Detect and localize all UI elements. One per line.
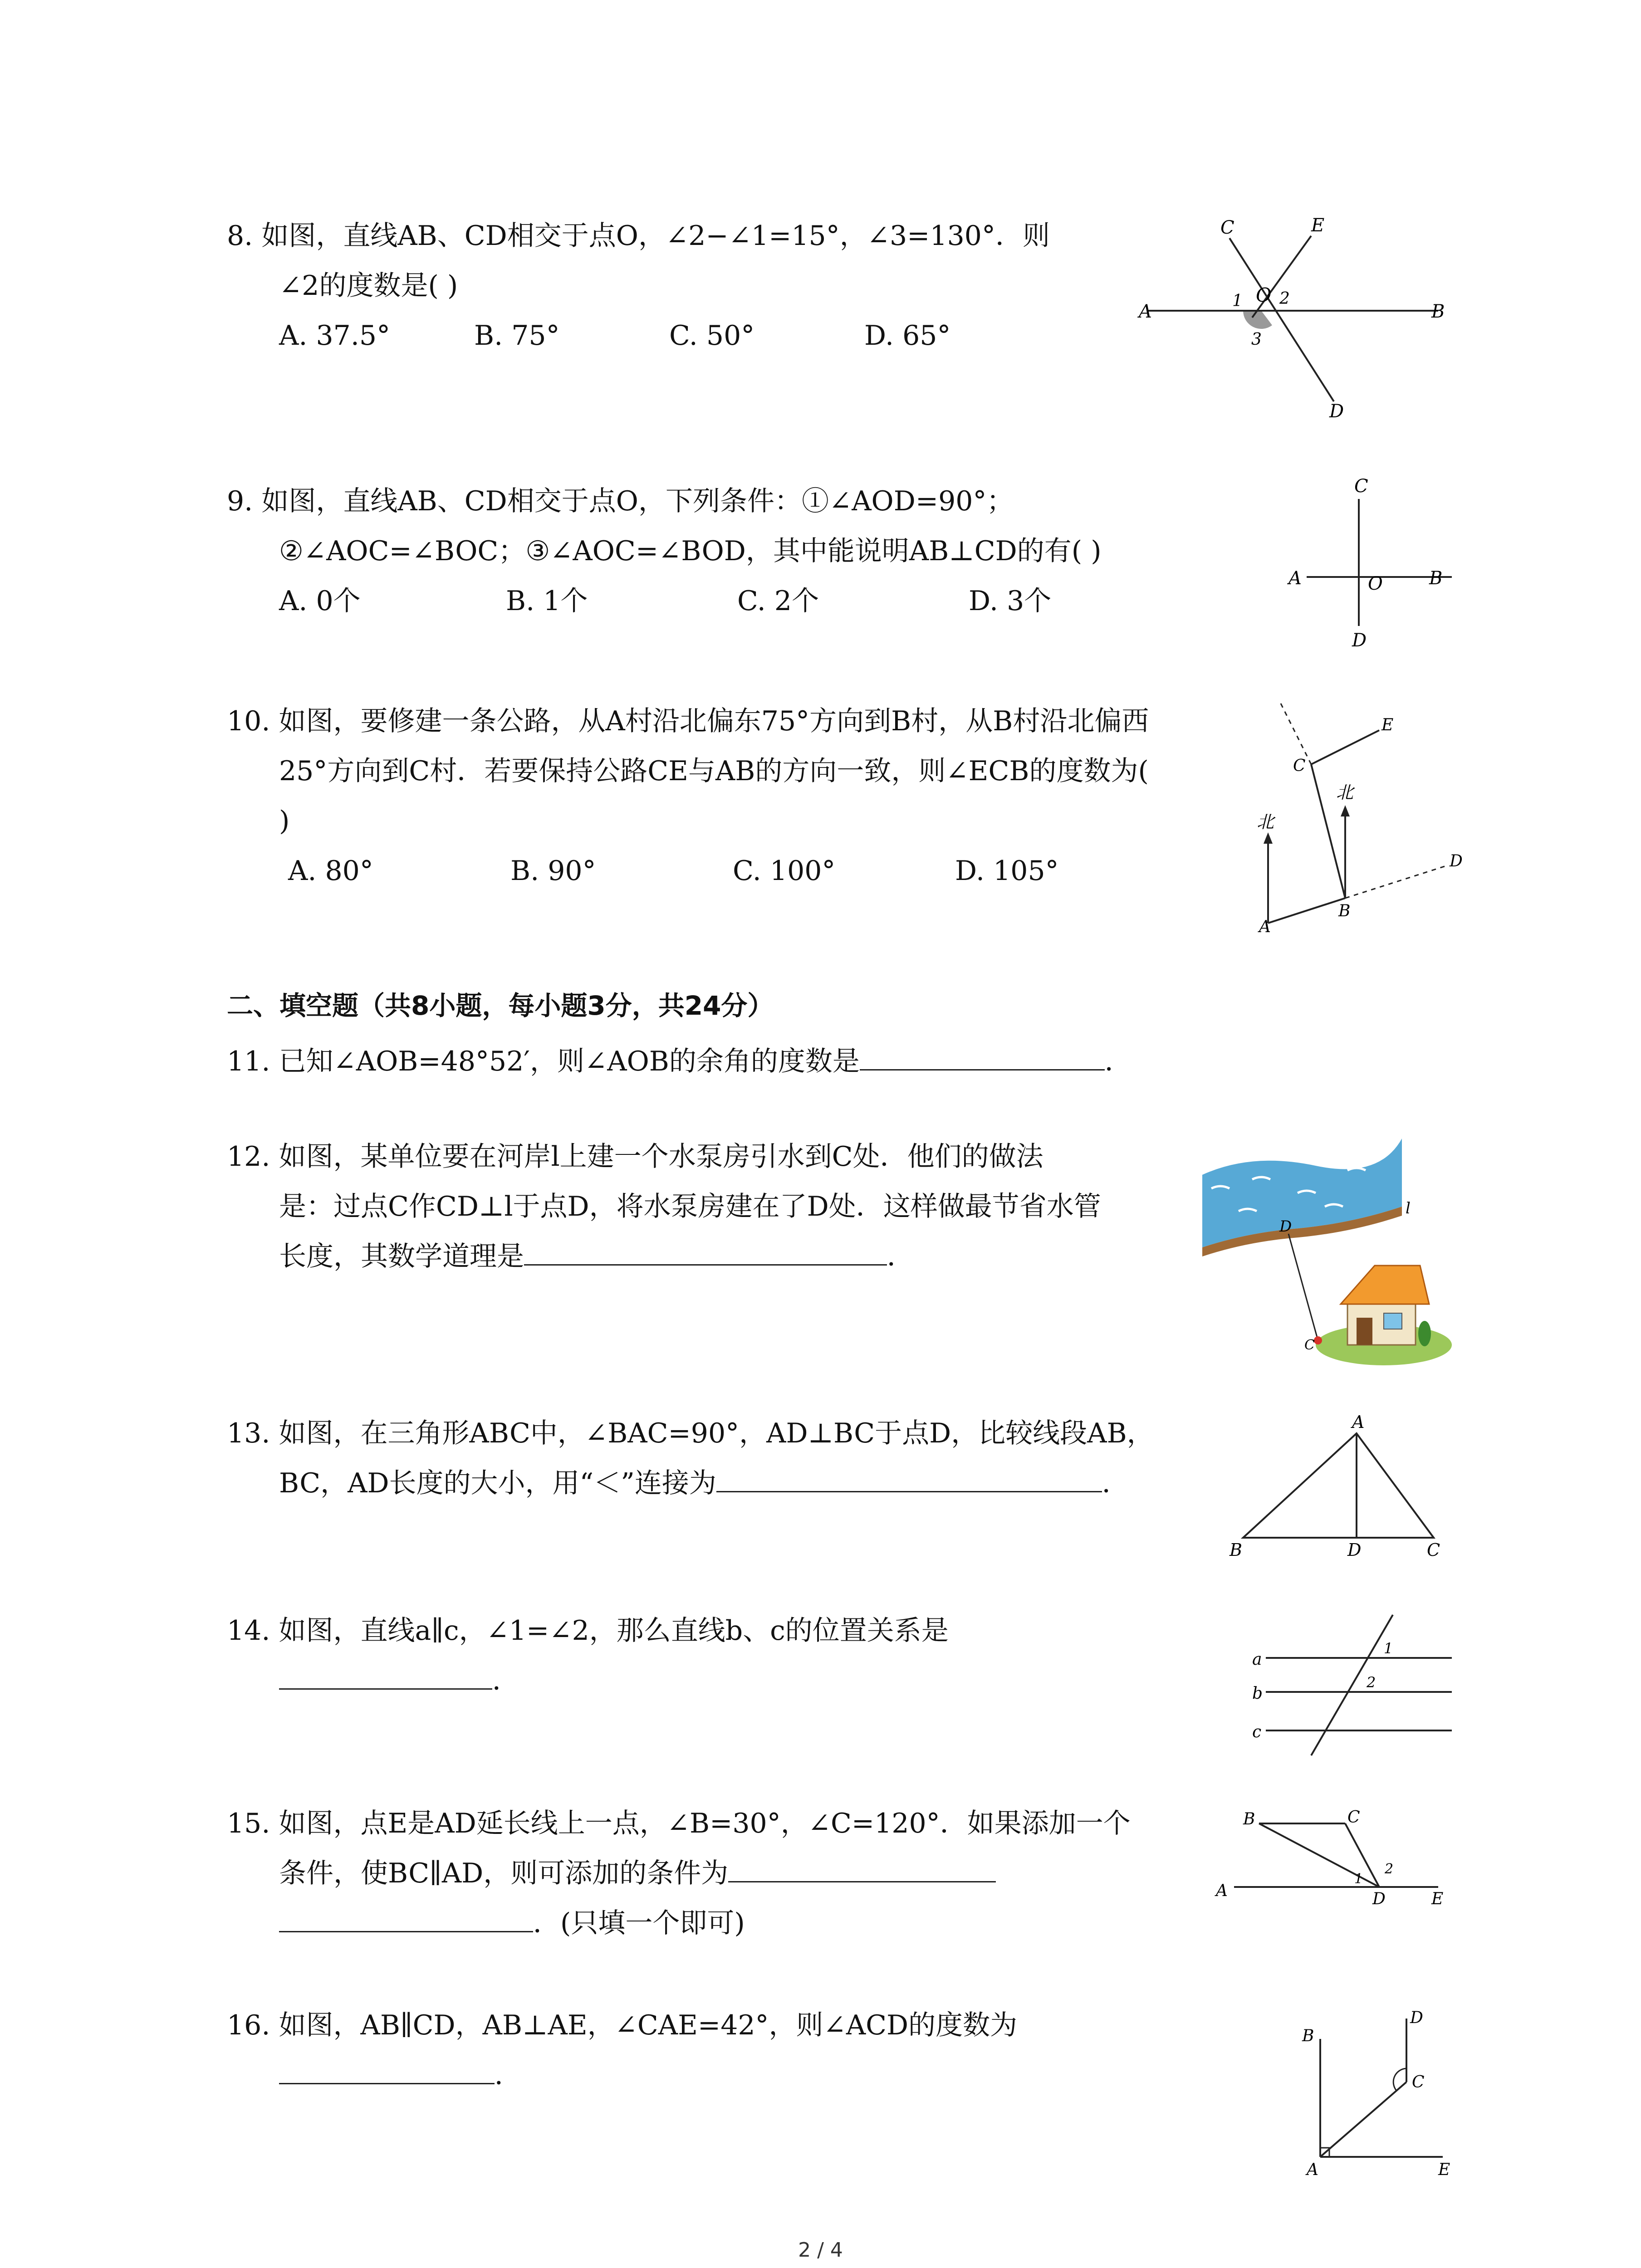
q12-segment-cd xyxy=(1288,1234,1318,1340)
q15-label-e: E xyxy=(1431,1890,1444,1908)
q9-label-c: C xyxy=(1354,476,1368,497)
q16-line2 xyxy=(227,2050,1017,2100)
q16-label-d: D xyxy=(1410,2009,1423,2027)
q12-line1: 12. 如图，某单位要在河岸l上建一个水泵房引水到C处．他们的做法 xyxy=(227,1141,1043,1173)
page-number: 2 / 4 xyxy=(798,2239,843,2262)
q15-line2 xyxy=(227,1848,1131,1898)
q9-option-c: C. 2个 xyxy=(737,585,819,617)
q8-options xyxy=(227,311,1050,361)
q10-options xyxy=(227,846,1149,896)
q10-option-b: B. 90° xyxy=(510,855,596,887)
question-8 xyxy=(227,211,1050,361)
q8-option-c: C. 50° xyxy=(669,320,755,352)
q13-answer-blank[interactable] xyxy=(716,1459,1102,1492)
q8-label-1: 1 xyxy=(1232,292,1243,310)
q10-label-north-b: 北 xyxy=(1336,782,1354,802)
q15-label-a: A xyxy=(1216,1882,1228,1900)
q8-line1: 8. 如图，直线AB、CD相交于点O，∠2−∠1=15°，∠3=130°．则 xyxy=(227,220,1050,252)
q15-line2-text: 条件，使BC∥AD，则可添加的条件为 xyxy=(279,1857,729,1889)
q13-label-a: A xyxy=(1352,1412,1365,1432)
q14-line2 xyxy=(227,1656,949,1706)
q15-label-b: B xyxy=(1243,1810,1255,1828)
q13-label-d: D xyxy=(1347,1540,1362,1560)
q12-house-roof xyxy=(1341,1266,1429,1304)
q8-line-cd xyxy=(1230,238,1334,401)
q8-label-a: A xyxy=(1139,301,1152,322)
q10-extension-bd xyxy=(1345,865,1447,898)
q9-figure xyxy=(1279,472,1470,653)
q16-answer-blank[interactable] xyxy=(279,2051,495,2084)
question-13 xyxy=(227,1408,1154,1508)
question-11 xyxy=(227,1036,1132,1086)
q9-line1: 9. 如图，直线AB、CD相交于点O，下列条件：①∠AOD=90°； xyxy=(227,485,1014,517)
q10-line2: 25°方向到C村．若要保持公路CE与AB的方向一致，则∠ECB的度数为( xyxy=(279,755,1149,787)
q12-label-c: C xyxy=(1304,1337,1315,1353)
q8-label-o: O xyxy=(1256,284,1272,306)
q12-line3-text: 长度，其数学道理是 xyxy=(279,1241,524,1272)
question-9 xyxy=(227,476,1102,626)
question-16 xyxy=(227,2000,1017,2100)
q16-label-e: E xyxy=(1438,2160,1450,2179)
q12-end: ． xyxy=(887,1241,914,1272)
q13-line1: 13. 如图，在三角形ABC中，∠BAC=90°，AD⊥BC于点D，比较线段AB， xyxy=(227,1418,1154,1449)
q10-label-d: D xyxy=(1450,852,1463,870)
q14-line1: 14. 如图，直线a∥c，∠1=∠2，那么直线b、c的位置关系是 xyxy=(227,1615,949,1647)
q8-option-d: D. 65° xyxy=(864,320,951,352)
q8-angle-shade xyxy=(1243,311,1272,329)
q13-label-c: C xyxy=(1427,1540,1440,1560)
q10-line3: ) xyxy=(279,805,290,837)
q14-figure xyxy=(1239,1606,1456,1769)
q9-options xyxy=(227,576,1102,626)
q14-label-a: a xyxy=(1252,1650,1262,1669)
q9-label-d: D xyxy=(1352,630,1367,651)
q16-label-a: A xyxy=(1307,2160,1318,2179)
q16-label-b: B xyxy=(1302,2027,1314,2045)
q16-label-c: C xyxy=(1412,2073,1425,2092)
q14-label-c: c xyxy=(1252,1723,1262,1741)
q12-label-d: D xyxy=(1279,1217,1292,1236)
q8-label-d: D xyxy=(1329,401,1344,422)
question-10 xyxy=(227,696,1149,896)
q10-north-arrowhead-b xyxy=(1341,805,1350,816)
q10-label-north-a: 北 xyxy=(1257,812,1274,832)
q10-label-e: E xyxy=(1381,716,1394,734)
q14-label-2: 2 xyxy=(1367,1674,1376,1691)
q16-line1: 16. 如图，AB∥CD，AB⊥AE，∠CAE=42°，则∠ACD的度数为 xyxy=(227,2009,1018,2041)
q13-label-b: B xyxy=(1230,1540,1242,1560)
q16-figure xyxy=(1293,2005,1465,2186)
q10-option-a: A. 80° xyxy=(288,855,373,887)
section-2-heading: 二、填空题（共8小题，每小题3分，共24分） xyxy=(227,990,774,1021)
q8-line2: ∠2的度数是( ) xyxy=(279,270,458,302)
q14-transversal xyxy=(1311,1615,1393,1755)
q15-label-d: D xyxy=(1372,1890,1386,1908)
q10-label-c: C xyxy=(1293,757,1306,775)
q10-north-arrowhead-a xyxy=(1264,832,1273,844)
q12-line2: 是：过点C作CD⊥l于点D，将水泵房建在了D处．这样做最节省水管 xyxy=(279,1191,1101,1222)
q11-line xyxy=(227,1036,1132,1086)
q10-figure xyxy=(1243,694,1461,934)
q9-line2: ②∠AOC=∠BOC；③∠AOC=∠BOD，其中能说明AB⊥CD的有( ) xyxy=(279,535,1102,567)
q12-line3 xyxy=(227,1232,1101,1281)
q9-label-a: A xyxy=(1288,568,1302,589)
q10-label-b: B xyxy=(1338,902,1351,920)
q12-house-door xyxy=(1357,1318,1372,1345)
q9-option-d: D. 3个 xyxy=(969,585,1052,617)
q8-label-3: 3 xyxy=(1251,330,1262,349)
q15-answer-blank-2[interactable] xyxy=(279,1899,533,1932)
q15-label-1: 1 xyxy=(1354,1871,1363,1887)
q8-label-2: 2 xyxy=(1279,289,1290,308)
q10-label-a: A xyxy=(1259,918,1271,936)
q10-ray-ce xyxy=(1311,730,1379,764)
q16-end: ． xyxy=(495,2059,522,2091)
q12-answer-blank[interactable] xyxy=(524,1232,887,1266)
q8-figure xyxy=(1130,209,1456,426)
q13-end: ． xyxy=(1102,1467,1129,1499)
q16-segment-ac xyxy=(1320,2082,1406,2157)
q15-line1: 15. 如图，点E是AD延长线上一点，∠B=30°，∠C=120°．如果添加一个 xyxy=(227,1808,1131,1839)
q9-label-o: O xyxy=(1368,573,1383,594)
q10-option-d: D. 105° xyxy=(955,855,1059,887)
q12-figure xyxy=(1198,1134,1452,1370)
q9-option-b: B. 1个 xyxy=(506,585,588,617)
q12-tree xyxy=(1418,1321,1431,1346)
q8-label-b: B xyxy=(1431,301,1445,322)
q13-line2-text: BC，AD长度的大小，用“＜”连接为 xyxy=(279,1467,716,1499)
q10-line1: 10. 如图，要修建一条公路，从A村沿北偏东75°方向到B村，从B村沿北偏西 xyxy=(227,705,1149,737)
q15-figure xyxy=(1216,1805,1461,1914)
q15-line3-end: ．(只填一个即可) xyxy=(533,1907,745,1939)
q13-line2 xyxy=(227,1458,1154,1508)
q8-label-c: C xyxy=(1220,217,1234,238)
q14-label-b: b xyxy=(1252,1684,1263,1703)
q9-label-b: B xyxy=(1429,568,1443,589)
q11-end: ． xyxy=(1104,1046,1132,1077)
q12-point-c xyxy=(1314,1336,1322,1344)
q15-label-c: C xyxy=(1347,1808,1360,1827)
q8-label-e: E xyxy=(1311,215,1325,236)
q14-answer-blank[interactable] xyxy=(279,1657,492,1690)
q15-answer-blank-1[interactable] xyxy=(728,1849,996,1882)
q15-label-2: 2 xyxy=(1385,1861,1394,1877)
q9-option-a: A. 0个 xyxy=(279,585,361,617)
q13-figure xyxy=(1225,1412,1461,1565)
question-12 xyxy=(227,1132,1101,1281)
q12-label-l: l xyxy=(1406,1199,1411,1217)
q11-answer-blank[interactable] xyxy=(860,1037,1105,1070)
q10-option-c: C. 100° xyxy=(733,855,836,887)
q10-segment-ab xyxy=(1268,898,1345,923)
q10-extension-c xyxy=(1279,701,1311,764)
q13-triangle-abc xyxy=(1243,1433,1434,1538)
q14-end: ． xyxy=(492,1665,519,1696)
q15-line3 xyxy=(227,1898,1131,1948)
q14-label-1: 1 xyxy=(1384,1640,1393,1657)
q8-option-b: B. 75° xyxy=(474,320,560,352)
q12-house-window xyxy=(1384,1313,1402,1329)
q8-option-a: A. 37.5° xyxy=(279,320,391,352)
question-15 xyxy=(227,1799,1131,1948)
question-14 xyxy=(227,1606,949,1706)
q11-text: 11. 已知∠AOB=48°52′，则∠AOB的余角的度数是 xyxy=(227,1046,860,1077)
